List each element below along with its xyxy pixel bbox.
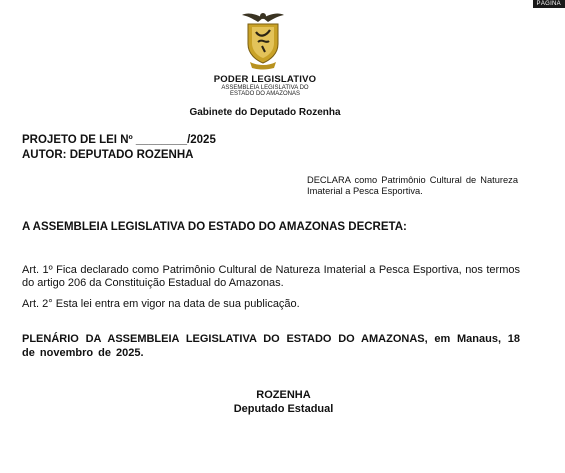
coat-of-arms-emblem [238,8,288,70]
assembly-name-line2: ESTADO DO AMAZONAS [230,91,300,97]
plenary-closing: PLENÁRIO DA ASSEMBLEIA LEGISLATIVA DO ESTADO DO AMAZONAS, em Manaus, 18 de novembro de 2025. [22,333,520,359]
signatory-role: Deputado Estadual [233,403,334,415]
bill-summary: DECLARA como Patrimônio Cultural de Natureza Imaterial a Pesca Esportiva. [307,175,518,196]
article-2: Art. 2° Esta lei entra em vigor na data de sua publicação. [22,298,300,310]
page-tag: PÁGINA [533,0,565,8]
office-name: Gabinete do Deputado Rozenha [189,107,341,118]
article-1: Art. 1º Fica declarado como Patrimônio Cultural de Natureza Imaterial a Pesca Esportiva, nos termos do artigo 206 da Constituição Estadual do Amazonas. [22,264,520,289]
signatory-name: ROZENHA [256,389,311,401]
assembly-name-line1: ASSEMBLEIA LEGISLATIVA DO [221,85,309,91]
institution-title: PODER LEGISLATIVO [213,74,317,85]
bill-number-line: PROJETO DE LEI Nº ________/2025 [22,134,216,146]
decree-heading: A ASSEMBLEIA LEGISLATIVA DO ESTADO DO AMAZONAS DECRETA: [22,221,407,233]
author-line: AUTOR: DEPUTADO ROZENHA [22,149,194,161]
